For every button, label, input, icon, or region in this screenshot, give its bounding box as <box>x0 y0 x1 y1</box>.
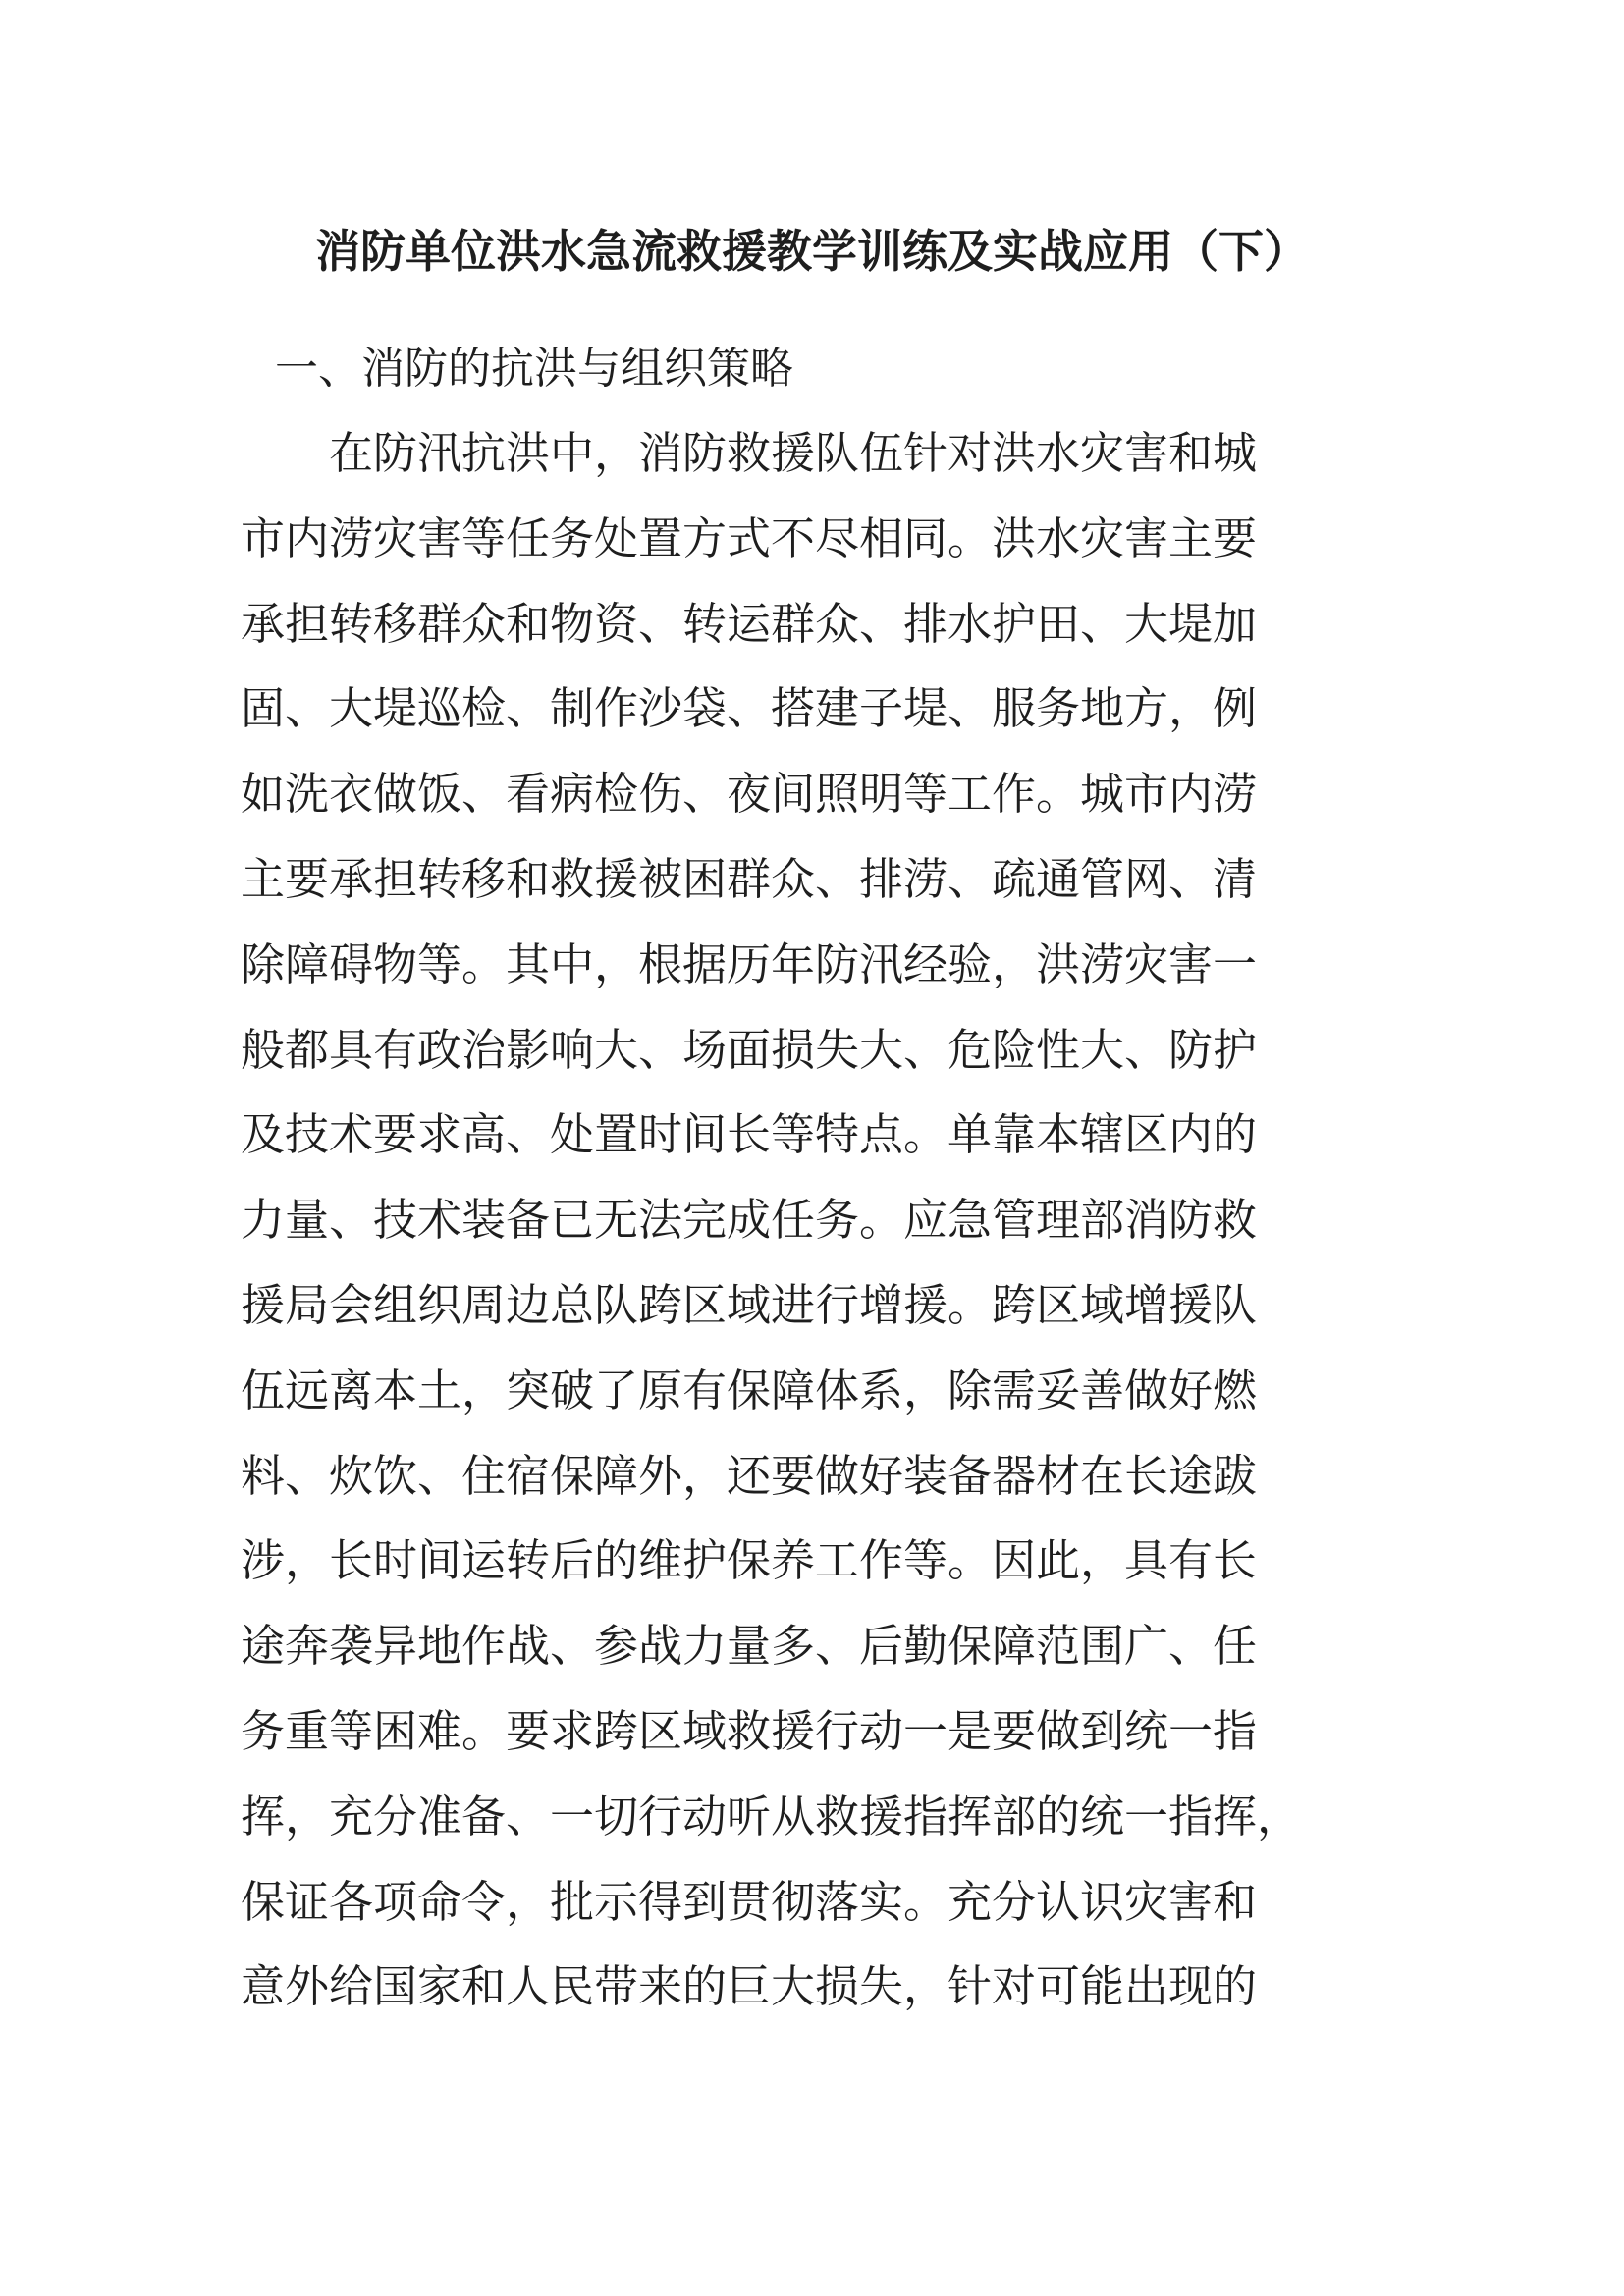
paragraph-line: 承担转移群众和物资、转运群众、排水护田、大堤加 <box>241 597 1258 650</box>
paragraph-line: 涉，长时间运转后的维护保养工作等。因此，具有长 <box>241 1534 1258 1587</box>
paragraph-line: 途奔袭异地作战、参战力量多、后勤保障范围广、任 <box>241 1620 1258 1673</box>
paragraph-line: 如洗衣做饭、看病检伤、夜间照明等工作。城市内涝 <box>241 768 1258 821</box>
paragraph-line: 伍远离本土，突破了原有保障体系，除需妥善做好燃 <box>241 1363 1258 1416</box>
paragraph-line: 主要承担转移和救援被困群众、排涝、疏通管网、清 <box>241 852 1258 905</box>
body-paragraph <box>241 422 1380 2041</box>
paragraph-line: 保证各项命令，批示得到贯彻落实。充分认识灾害和 <box>241 1875 1258 1928</box>
paragraph-line: 料、炊饮、住宿保障外，还要做好装备器材在长途跋 <box>241 1449 1258 1502</box>
paragraph-line: 除障碍物等。其中，根据历年防汛经验，洪涝灾害一 <box>241 937 1258 990</box>
paragraph-line: 力量、技术装备已无法完成任务。应急管理部消防救 <box>241 1194 1258 1247</box>
paragraph-line: 援局会组织周边总队跨区域进行增援。跨区域增援队 <box>241 1278 1258 1331</box>
paragraph-line: 务重等困难。要求跨区域救援行动一是要做到统一指 <box>241 1704 1258 1757</box>
paragraph-line: 及技术要求高、处置时间长等特点。单靠本辖区内的 <box>241 1108 1258 1161</box>
paragraph-line: 般都具有政治影响大、场面损失大、危险性大、防护 <box>241 1023 1258 1076</box>
document-title: 消防单位洪水急流救援教学训练及实战应用（下） <box>315 225 1309 278</box>
paragraph-line: 意外给国家和人民带来的巨大损失，针对可能出现的 <box>241 1960 1258 2013</box>
section-heading: 一、消防的抗洪与组织策略 <box>275 344 793 394</box>
paragraph-line: 挥，充分准备、一切行动听从救援指挥部的统一指挥， <box>241 1789 1302 1842</box>
paragraph-line: 在防汛抗洪中，消防救援队伍针对洪水灾害和城 <box>329 427 1258 479</box>
paragraph-line: 固、大堤巡检、制作沙袋、搭建子堤、服务地方，例 <box>241 682 1258 735</box>
paragraph-line: 市内涝灾害等任务处置方式不尽相同。洪水灾害主要 <box>241 511 1258 564</box>
